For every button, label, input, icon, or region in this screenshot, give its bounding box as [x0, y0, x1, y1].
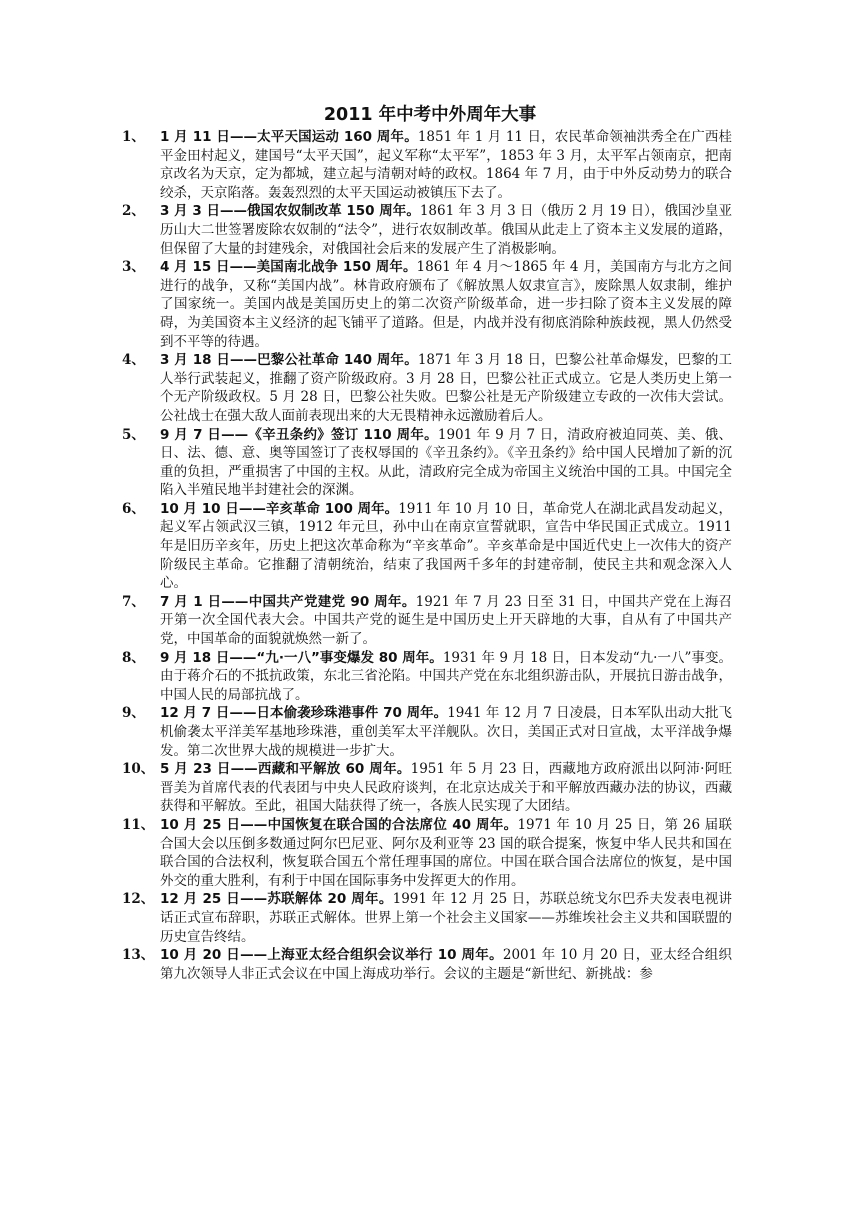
item-number: 11、 — [122, 816, 155, 833]
item-text: 1861 年 4 月～1865 年 4 月，美国南方与北方之间进行的战争，又称“美国内战”。林肯政府颁布了《解放黑人奴隶宣言》，废除黑人奴隶制，维护了国家统一。美国内战是美国历史上的第二次资产阶级革命，进一步扫除了资本主义发展的障碍，为美国资本主义经济的起飞铺平了道路。但是，内战并没有彻底消除种族歧视，黑人仍然受到不平等的待遇。 — [160, 259, 733, 350]
item-heading: 4 月 15 日——美国南北战争 150 周年。 — [160, 259, 417, 276]
item-number: 7、 — [122, 593, 145, 610]
item-number: 1、 — [122, 129, 145, 145]
event-list — [122, 128, 732, 983]
item-number: 10、 — [122, 761, 155, 778]
list-item — [122, 202, 732, 258]
item-heading: 10 月 10 日——辛亥革命 100 周年。 — [160, 500, 399, 517]
item-number: 8、 — [122, 649, 145, 666]
item-body — [160, 816, 732, 890]
list-item — [122, 890, 732, 946]
item-number: 3、 — [122, 259, 145, 276]
item-body — [160, 593, 732, 649]
item-heading: 9 月 7 日——《辛丑条约》签订 110 周年。 — [160, 426, 438, 443]
item-number: 5、 — [122, 426, 145, 443]
item-heading: 7 月 1 日——中国共产党建党 90 周年。 — [160, 593, 416, 610]
item-body — [160, 128, 732, 202]
list-item — [122, 816, 732, 890]
item-text: 1951 年 5 月 23 日，西藏地方政府派出以阿沛·阿旺晋美为首席代表的代表团与中央人民政府谈判，在北京达成关于和平解放西藏办法的协议，西藏获得和平解放。至此，祖国大陆获得了统一，各族人民实现了大团结。 — [160, 761, 733, 815]
item-number: 4、 — [122, 352, 145, 369]
item-text: 1861 年 3 月 3 日（俄历 2 月 19 日），俄国沙皇亚历山大二世签署废除农奴制的“法令”，进行农奴制改革。俄国从此走上了资本主义发展的道路，但保留了大量的封建残余，对俄国社会后来的发展产生了消极影响。 — [160, 203, 732, 257]
item-body — [160, 258, 732, 351]
item-body — [160, 890, 732, 946]
item-heading: 5 月 23 日——西藏和平解放 60 周年。 — [160, 761, 411, 778]
item-text: 1941 年 12 月 7 日凌晨，日本军队出动大批飞机偷袭太平洋美军基地珍珠港，重创美军太平洋舰队。次日，美国正式对日宣战，太平洋战争爆发。第二次世界大战的规模进一步扩大。 — [160, 705, 732, 759]
item-heading: 3 月 18 日——巴黎公社革命 140 周年。 — [160, 352, 418, 369]
item-heading: 10 月 25 日——中国恢复在联合国的合法席位 40 周年。 — [160, 816, 518, 833]
item-text: 1991 年 12 月 25 日，苏联总统戈尔巴乔夫发表电视讲话正式宣布辞职，苏联正式解体。世界上第一个社会主义国家——苏维埃社会主义共和国联盟的历史宣告终结。 — [160, 891, 733, 945]
item-heading: 9 月 18 日——“九·一八”事变爆发 80 周年。 — [160, 649, 443, 666]
item-text: 1921 年 7 月 23 日至 31 日，中国共产党在上海召开第一次全国代表大会。中国共产党的诞生是中国历史上开天辟地的大事，自从有了中国共产党，中国革命的面貌就焕然一新了。 — [160, 593, 733, 648]
page-title: 2011 年中考中外周年大事 — [323, 105, 537, 125]
item-body — [160, 426, 732, 500]
list-item — [122, 760, 732, 816]
item-number: 9、 — [122, 705, 145, 722]
item-text: 1901 年 9 月 7 日，清政府被迫同英、美、俄、日、法、德、意、奥等国签订了丧权辱国的《辛丑条约》。《辛丑条约》给中国人民增加了新的沉重的负担，严重损害了中国的主权。从此，清政府完全成为帝国主义统治中国的工具。中国完全陷入半殖民地半封建社会的深渊。 — [160, 426, 732, 499]
item-text: 2001 年 10 月 20 日，亚太经合组织第九次领导人非正式会议在中国上海成功举行。会议的主题是“新世纪、新挑战：参 — [160, 947, 733, 982]
item-text: 1851 年 1 月 11 日，农民革命领袖洪秀全在广西桂平金田村起义，建国号“太平天国”，起义军称“太平军”，1853 年 3 月，太平军占领南京，把南京改名为天京，定为都城，建立起与清朝对峙的政权。1864 年 7 月，由于中外反动势力的联合绞杀，天京陷落。轰轰烈烈的太平天国运动被镇压下去了。 — [160, 129, 732, 201]
list-item — [122, 128, 732, 202]
list-item — [122, 426, 732, 500]
list-item — [122, 593, 732, 649]
item-heading: 12 月 7 日——日本偷袭珍珠港事件 70 周年。 — [160, 705, 448, 722]
item-body — [160, 351, 732, 425]
item-body — [160, 704, 732, 760]
item-number: 13、 — [122, 947, 155, 964]
item-body — [160, 946, 732, 983]
item-text: 1871 年 3 月 18 日，巴黎公社革命爆发，巴黎的工人举行武装起义，推翻了资产阶级政府。3 月 28 日，巴黎公社正式成立。它是人类历史上第一个无产阶级政权。5 月 28 日，巴黎公社失败。巴黎公社是无产阶级建立专政的一次伟大尝试。公社战士在强大敌人面前表现出来的大无畏精神永远激励着后人。 — [160, 352, 732, 424]
list-item — [122, 704, 732, 760]
item-heading: 12 月 25 日——苏联解体 20 周年。 — [160, 891, 393, 908]
list-item — [122, 946, 732, 983]
item-body — [160, 202, 732, 258]
item-heading: 10 月 20 日——上海亚太经合组织会议举行 10 周年。 — [160, 947, 503, 964]
item-heading: 3 月 3 日——俄国农奴制改革 150 周年。 — [160, 203, 420, 220]
item-number: 6、 — [122, 500, 145, 517]
list-item — [122, 649, 732, 705]
item-number: 2、 — [122, 203, 145, 220]
item-text: 1911 年 10 月 10 日，革命党人在湖北武昌发动起义，起义军占领武汉三镇，1912 年元旦，孙中山在南京宣誓就职，宣告中华民国正式成立。1911 年是旧历辛亥年，历史上把这次革命称为“辛亥革命”。辛亥革命是中国近代史上一次伟大的资产阶级民主革命。它推翻了清朝统治，结束了我国两千多年的封建帝制，使民主共和观念深入人心。 — [160, 500, 732, 592]
item-text: 1971 年 10 月 25 日，第 26 届联合国大会以压倒多数通过阿尔巴尼亚、阿尔及利亚等 23 国的联合提案，恢复中华人民共和国在联合国的合法权利，恢复联合国五个常任理事国的席位。中国在联合国合法席位的恢复，是中国外交的重大胜利，有利于中国在国际事务中发挥更大的作用。 — [160, 816, 732, 889]
item-body — [160, 760, 732, 816]
item-text: 1931 年 9 月 18 日，日本发动“九·一八”事变。由于蒋介石的不抵抗政策，东北三省沦陷。中国共产党在东北组织游击队，开展抗日游击战争，中国人民的局部抗战了。 — [160, 649, 732, 703]
item-body — [160, 500, 732, 593]
item-number: 12、 — [122, 891, 155, 908]
list-item — [122, 351, 732, 425]
list-item — [122, 258, 732, 351]
item-body — [160, 649, 732, 705]
list-item — [122, 500, 732, 593]
item-heading: 1 月 11 日——太平天国运动 160 周年。 — [160, 129, 418, 145]
